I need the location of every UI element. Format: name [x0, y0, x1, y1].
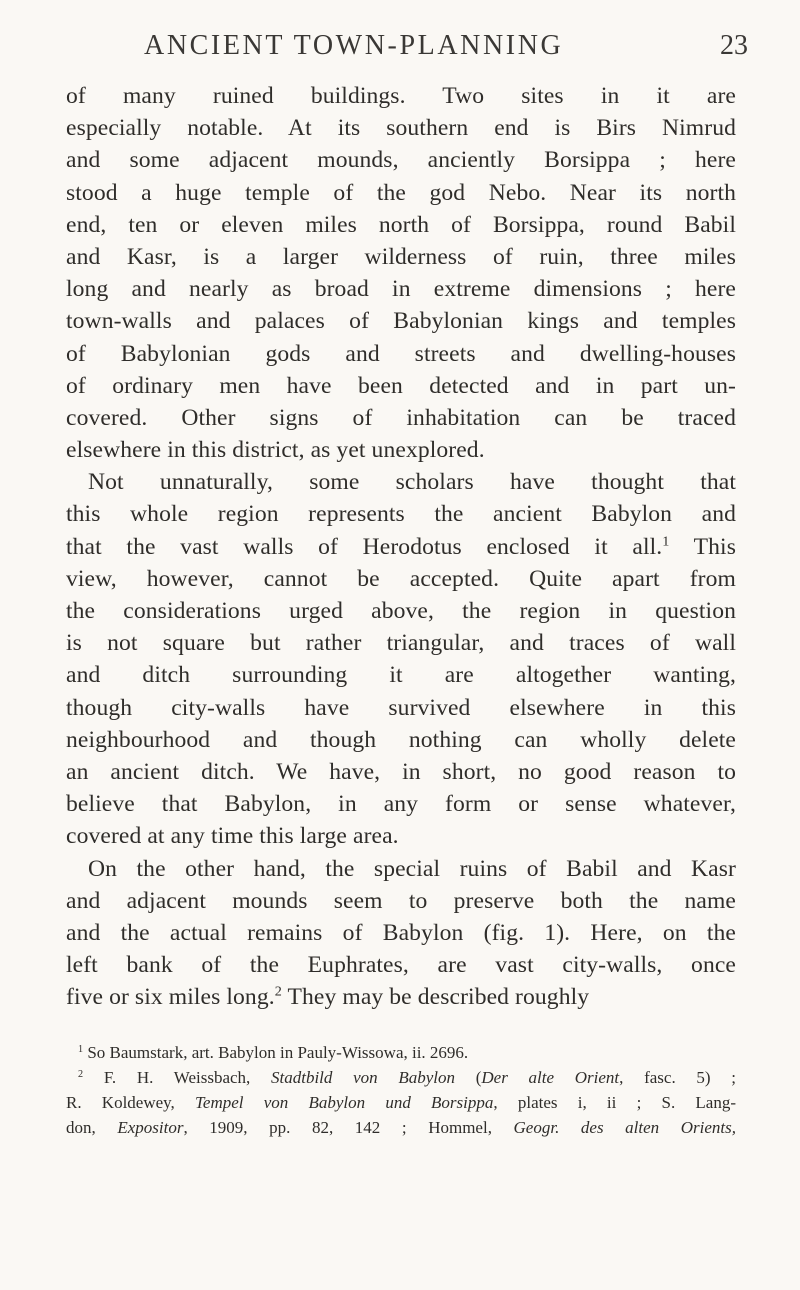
text-line: believe that Babylon, in any form or sense whatever, [66, 791, 736, 818]
footnote-text: , 1909, pp. 82, 142 ; Hommel, [183, 1118, 514, 1137]
text-line: this whole region represents the ancient Babylon and [66, 501, 736, 528]
text-fragment: five or six miles long. [66, 984, 275, 1011]
text-line: left bank of the Euphrates, are vast city-walls, once [66, 952, 736, 979]
text-line: On the other hand, the special ruins of Babil and Kasr [88, 855, 736, 882]
text-line: covered. Other signs of inhabitation can be traced [66, 404, 736, 431]
footnote-text: R. Koldewey, [66, 1093, 196, 1112]
text-line: and Kasr, is a larger wilderness of ruin, three miles [66, 243, 736, 270]
text-line: end, ten or eleven miles north of Borsippa, round Babil [66, 211, 736, 238]
text-line: and ditch surrounding it are altogether wanting, [66, 662, 736, 689]
text-line: elsewhere in this district, as yet unexplored. [66, 437, 485, 464]
cited-title: Stadtbild von Babylon [271, 1068, 456, 1087]
footnote-marker: 1 [78, 1043, 84, 1055]
paragraph [66, 80, 736, 466]
footnote-text: So Baumstark, art. Babylon in Pauly-Wissowa, ii. 2696. [87, 1043, 469, 1062]
footnote-text: , fasc. 5) ; [619, 1068, 736, 1087]
footnote-reference-1[interactable]: 1 [662, 533, 670, 550]
running-title: ANCIENT TOWN-PLANNING [144, 30, 564, 61]
text-fragment: They may be described roughly [281, 984, 590, 1011]
text-line: view, however, cannot be accepted. Quite apart from [66, 565, 736, 592]
text-line: and adjacent mounds seem to preserve both the name [66, 887, 736, 914]
footnote-marker: 2 [78, 1068, 84, 1080]
text-line: town-walls and palaces of Babylonian kings and temples [66, 308, 736, 335]
footnote-text: F. H. Weissbach, [103, 1068, 272, 1087]
running-head [66, 30, 766, 70]
text-line [66, 981, 736, 1013]
text-line: stood a huge temple of the god Nebo. Near its north [66, 179, 736, 206]
text-line: the considerations urged above, the region in question [66, 598, 736, 624]
text-line: especially notable. At its southern end is Birs Nimrud [66, 115, 736, 142]
text-line: of many ruined buildings. Two sites in it are [66, 83, 736, 109]
footnote-text: don, [66, 1118, 118, 1137]
text-line: Not unnaturally, some scholars have thought that [88, 469, 736, 496]
text-fragment: This [669, 533, 736, 560]
body-text [66, 80, 736, 1013]
footnote-1 [66, 1040, 736, 1065]
cited-title: Geogr. des alten Orients, [513, 1118, 736, 1137]
text-line: of ordinary men have been detected and in part un- [66, 372, 736, 399]
text-line: covered at any time this large area. [66, 823, 399, 850]
text-fragment: that the vast walls of Herodotus enclosed it all. [66, 533, 663, 560]
paragraph [66, 466, 736, 852]
cited-title: Tempel von Babylon und Borsippa [195, 1093, 494, 1112]
footnote-text: , plates i, ii ; S. Lang- [493, 1093, 737, 1112]
text-line [66, 531, 736, 563]
cited-title: Expositor [117, 1118, 184, 1137]
text-line: is not square but rather triangular, and traces of wall [66, 630, 736, 657]
footnote-text: ( [455, 1068, 482, 1087]
text-line: long and nearly as broad in extreme dimensions ; here [66, 276, 736, 303]
text-line: neighbourhood and though nothing can wholly delete [66, 726, 736, 753]
paragraph [66, 853, 736, 1014]
footnote-2-continued [66, 1115, 736, 1140]
text-line: and the actual remains of Babylon (fig. 1). Here, on the [66, 919, 736, 946]
footnote-2-continued [66, 1090, 736, 1115]
footnote-reference-2[interactable]: 2 [274, 983, 282, 1000]
text-line: and some adjacent mounds, anciently Borsippa ; here [66, 147, 736, 174]
text-line: though city-walls have survived elsewhere in this [66, 694, 736, 721]
text-line: an ancient ditch. We have, in short, no good reason to [66, 758, 736, 785]
page-number: 23 [720, 30, 748, 61]
cited-title: Der alte Orient [481, 1068, 620, 1087]
footnote-2 [66, 1065, 736, 1090]
text-line: of Babylonian gods and streets and dwelling-houses [66, 340, 736, 367]
footnotes [66, 1040, 736, 1140]
